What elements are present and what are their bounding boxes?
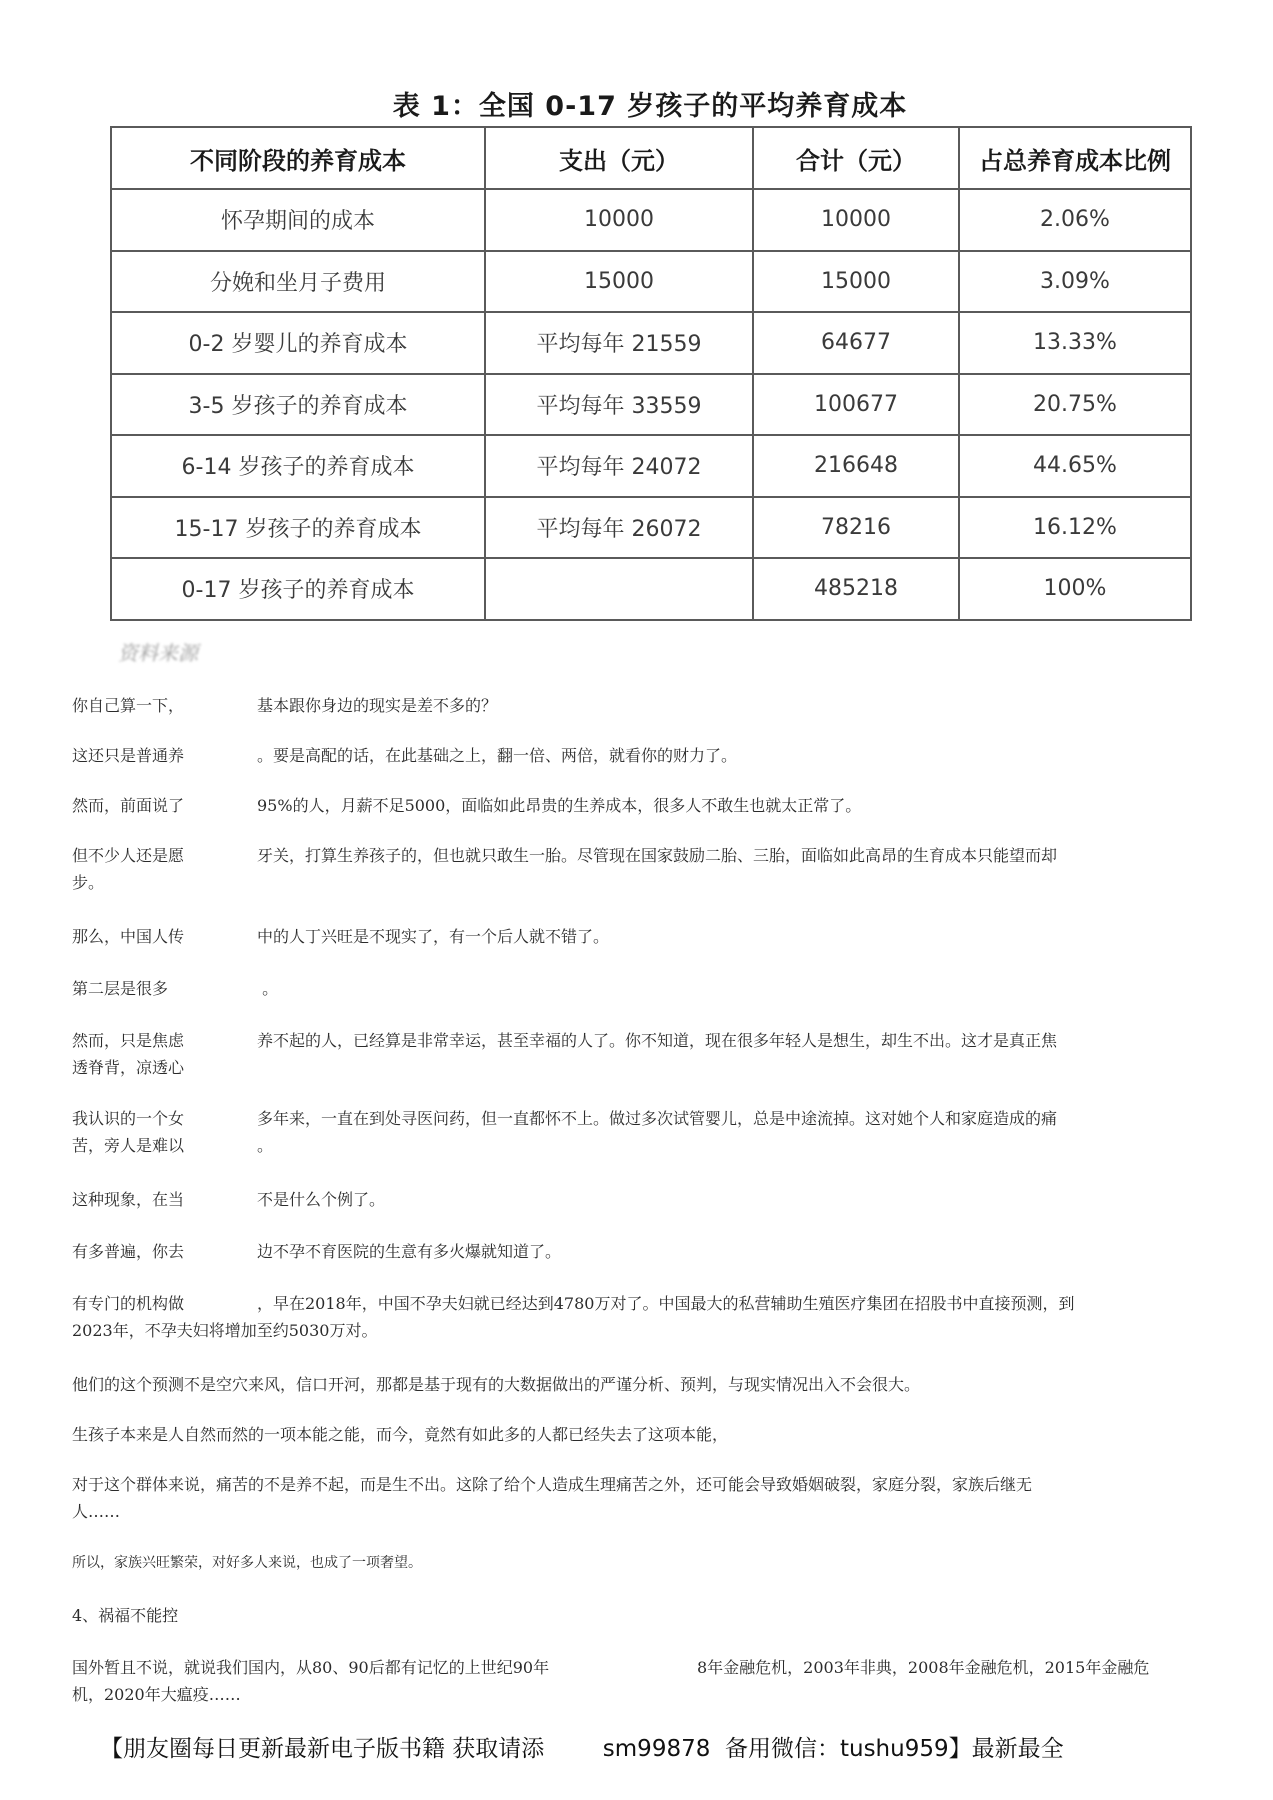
cell-stage: 怀孕期间的成本 (111, 189, 485, 251)
paragraph (72, 792, 1192, 819)
paragraph (72, 692, 1192, 719)
paragraph-left: 你自己算一下， (72, 696, 185, 715)
paragraph-left: 有多普遍，你去 (72, 1242, 185, 1261)
cell-total: 10000 (753, 189, 959, 251)
table-row (111, 374, 1191, 436)
cell-stage: 0-2 岁婴儿的养育成本 (111, 312, 485, 374)
paragraph-right: 。要是高配的话，在此基础之上，翻一倍、两倍，就看你的财力了。 (257, 746, 738, 765)
cell-ratio: 44.65% (959, 435, 1191, 497)
paragraph-right: 不是什么个例了。 (257, 1190, 386, 1209)
table-row (111, 251, 1191, 313)
paragraph: 生孩子本来是人自然而然的一项本能之能，而今，竟然有如此多的人都已经失去了这项本能， (72, 1425, 729, 1444)
paragraph-continuation: 机，2020年大瘟疫…… (72, 1685, 241, 1704)
paragraph-right: 中的人丁兴旺是不现实了，有一个后人就不错了。 (257, 927, 610, 946)
header-ratio: 占总养育成本比例 (959, 127, 1191, 189)
table-row (111, 497, 1191, 559)
cell-ratio: 13.33% (959, 312, 1191, 374)
cell-expense: 平均每年 26072 (485, 497, 753, 559)
cell-total: 100677 (753, 374, 959, 436)
table-source: 资料来源 (118, 641, 198, 665)
paragraph-right: 边不孕不育医院的生意有多火爆就知道了。 (257, 1242, 562, 1261)
cell-total: 485218 (753, 558, 959, 620)
table-row (111, 558, 1191, 620)
cell-expense: 平均每年 24072 (485, 435, 753, 497)
cost-table (110, 126, 1192, 621)
cell-expense (485, 558, 753, 620)
cell-total: 216648 (753, 435, 959, 497)
cell-ratio: 16.12% (959, 497, 1191, 559)
header-stage: 不同阶段的养育成本 (111, 127, 485, 189)
paragraph-right: 牙关，打算生养孩子的，但也就只敢生一胎。尽管现在国家鼓励二胎、三胎，面临如此高昂的生育成本只能望而却 (257, 846, 1058, 865)
paragraph-text: 2023年，不孕夫妇将增加至约5030万对。 (72, 1321, 378, 1340)
paragraph-left: 我认识的一个女 苦，旁人是难以 (72, 1109, 185, 1155)
cell-ratio: 2.06% (959, 189, 1191, 251)
paragraph-left: 然而，前面说了 (72, 796, 185, 815)
paragraph: 所以，家族兴旺繁荣，对好多人来说，也成了一项奢望。 (72, 1555, 422, 1571)
paragraph: 他们的这个预测不是空穴来风，信口开河，那都是基于现有的大数据做出的严谨分析、预判，与现实情况出入不会很大。 (72, 1375, 921, 1394)
paragraph-left: 有专门的机构做 (72, 1294, 185, 1313)
paragraph: 对于这个群体来说，痛苦的不是养不起，而是生不出。这除了给个人造成生理痛苦之外，还可能会导致婚姻破裂，家庭分裂，家族后继无 人…… (72, 1475, 1033, 1521)
paragraph-right: ，早在2018年，中国不孕夫妇就已经达到4780万对了。中国最大的私营辅助生殖医疗集团在招股书中直接预测，到 (257, 1294, 1075, 1313)
cell-ratio: 20.75% (959, 374, 1191, 436)
paragraph-left: 这种现象，在当 (72, 1190, 185, 1209)
cell-total: 15000 (753, 251, 959, 313)
paragraph-right: 基本跟你身边的现实是差不多的？ (257, 696, 498, 715)
cell-stage: 6-14 岁孩子的养育成本 (111, 435, 485, 497)
paragraph-right: 8年金融危机，2003年非典，2008年金融危机，2015年金融危 (697, 1658, 1150, 1677)
paragraph (72, 1290, 1192, 1317)
table-row (111, 189, 1191, 251)
paragraph (72, 1027, 1192, 1081)
table-row (111, 435, 1191, 497)
paragraph-left: 第二层是很多 (72, 979, 169, 998)
paragraph-left: 但不少人还是愿 步。 (72, 846, 185, 892)
promo-footer: 【朋友圈每日更新最新电子版书籍 获取请添 sm99878 备用微信：tushu959】最新最全 (100, 1736, 1064, 1762)
table-header-row (111, 127, 1191, 189)
paragraph (72, 1186, 1192, 1213)
cell-total: 78216 (753, 497, 959, 559)
paragraph-left: 那么，中国人传 (72, 927, 185, 946)
cell-expense: 15000 (485, 251, 753, 313)
cell-stage: 3-5 岁孩子的养育成本 (111, 374, 485, 436)
paragraph-left: 这还只是普通养 (72, 746, 185, 765)
cell-ratio: 100% (959, 558, 1191, 620)
paragraph (72, 742, 1192, 769)
paragraph-right: 多年来，一直在到处寻医问药，但一直都怀不上。做过多次试管婴儿，总是中途流掉。这对她个人和家庭造成的痛 。 (257, 1109, 1058, 1155)
paragraph-right: 养不起的人，已经算是非常幸运，甚至幸福的人了。你不知道，现在很多年轻人是想生，却生不出。这才是真正焦 (257, 1031, 1058, 1050)
paragraph-left: 然而，只是焦虑 透脊背，凉透心 (72, 1031, 185, 1077)
cell-stage: 15-17 岁孩子的养育成本 (111, 497, 485, 559)
paragraph (72, 1238, 1192, 1265)
paragraph-right: 95%的人，月薪不足5000，面临如此昂贵的生养成本，很多人不敢生也就太正常了。 (257, 796, 862, 815)
header-total: 合计（元） (753, 127, 959, 189)
paragraph (72, 842, 1192, 896)
section-heading: 4、祸福不能控 (72, 1606, 179, 1625)
cell-expense: 平均每年 33559 (485, 374, 753, 436)
cell-expense: 10000 (485, 189, 753, 251)
cell-total: 64677 (753, 312, 959, 374)
cell-stage: 0-17 岁孩子的养育成本 (111, 558, 485, 620)
cell-ratio: 3.09% (959, 251, 1191, 313)
paragraph (72, 1105, 1192, 1159)
paragraph (72, 975, 1192, 1002)
paragraph-left: 国外暂且不说，就说我们国内，从80、90后都有记忆的上世纪90年 (72, 1658, 550, 1677)
table-title: 表 1：全国 0-17 岁孩子的平均养育成本 (392, 91, 908, 122)
header-expense: 支出（元） (485, 127, 753, 189)
paragraph (72, 1654, 1192, 1708)
paragraph-right: 。 (257, 979, 279, 998)
cell-stage: 分娩和坐月子费用 (111, 251, 485, 313)
paragraph (72, 923, 1192, 950)
cell-expense: 平均每年 21559 (485, 312, 753, 374)
paragraph-continuation (72, 1317, 1192, 1344)
table-row (111, 312, 1191, 374)
